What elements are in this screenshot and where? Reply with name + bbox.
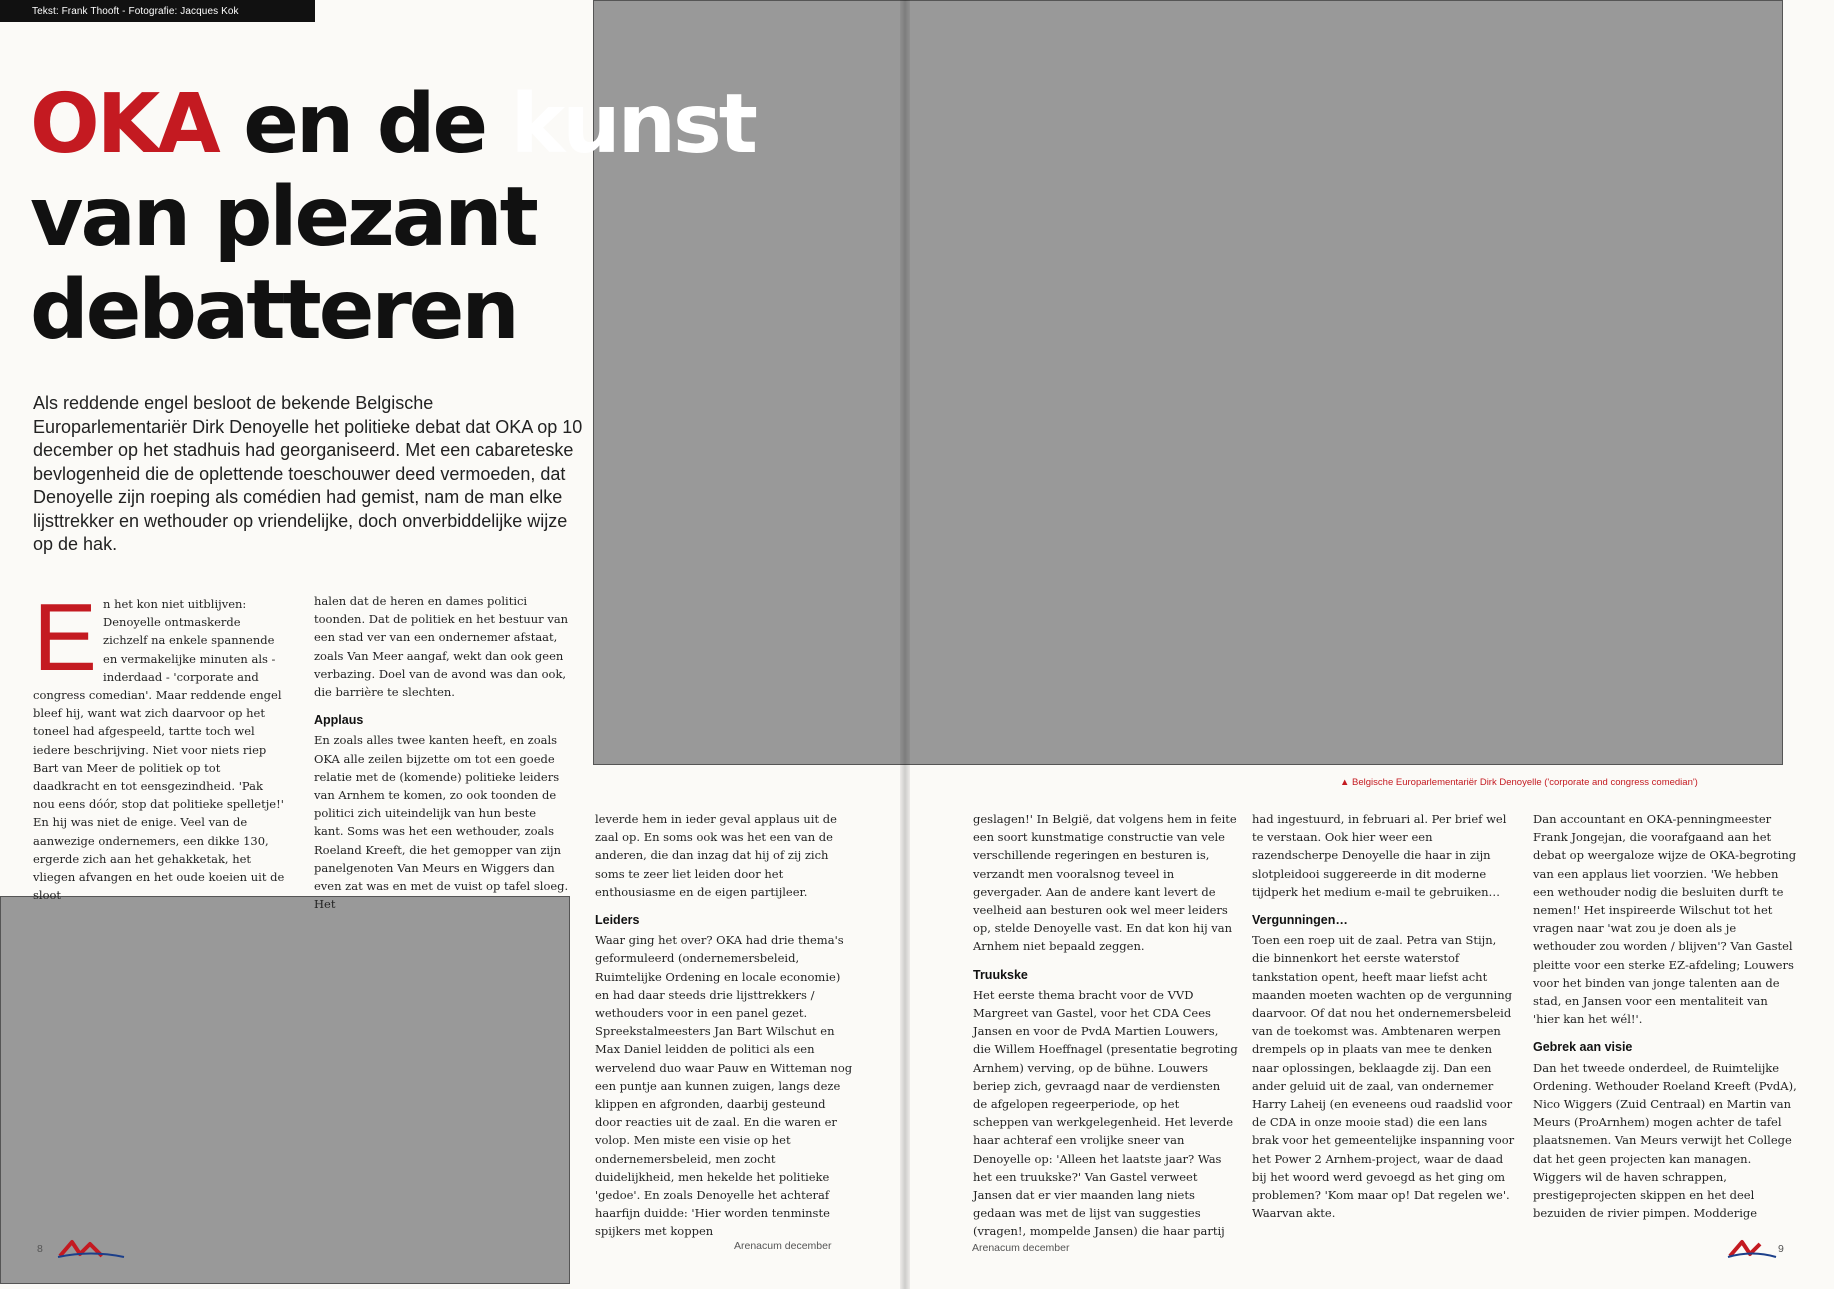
subhead-gebrek-aan-visie: Gebrek aan visie bbox=[1533, 1040, 1633, 1055]
column-6 bbox=[1533, 810, 1798, 1232]
panel-photo bbox=[0, 896, 570, 1284]
magazine-name-left: Arenacum december bbox=[734, 1240, 832, 1252]
hero-photo bbox=[593, 0, 1783, 765]
magazine-name-right: Arenacum december bbox=[972, 1242, 1070, 1254]
arenacum-logo-left-icon bbox=[56, 1236, 126, 1260]
headline-line2: van plezant bbox=[30, 170, 536, 265]
credits-bar: Tekst: Frank Thooft - Fotografie: Jacques Kok bbox=[0, 0, 315, 22]
column-2 bbox=[314, 592, 569, 923]
column-6-paragraph-1: Dan accountant en OKA-penningmeester Frank Jongejan, die voorafgaand aan het debat op weergaloze wijze de OKA-begroting van een applaus liet voorzien. 'We hebben een wethouder nodig die besluiten durft te nemen!' Het inspireerde Wilschut tot het vragen naar 'wat zou je doen als je wethouder zou worden / blijven'? Van Gastel pleitte voor een sterke EZ-afdeling; Louwers voor het binden van jonge talenten aan de stad, en Jansen voor een mentaliteit van 'hier kan het wél!'. bbox=[1533, 812, 1797, 1027]
column-3-paragraph-2: Waar ging het over? OKA had drie thema's geformuleerd (ondernemersbeleid, Ruimtelijke Ordening en locale economie) en had daar steeds drie lijsttrekkers / wethouders voor in een panel gezet. Spreekstalmeesters Jan Bart Wilschut en Max Daniel leidden de politici als een wervelend duo waar Pauw en Witteman nog een puntje aan kunnen zuigen, langs deze klippen en afgronden, daarbij gesteund door reacties uit de zaal. En die waren er volop. Men miste een visie op het ondernemersbeleid, men zocht duidelijkheid, men hekelde het politieke 'gedoe'. En zoals Denoyelle het achteraf haarfijn duidde: 'Hier worden tenminste spijkers met koppen bbox=[595, 933, 853, 1239]
arenacum-logo-right-icon bbox=[1726, 1236, 1778, 1260]
column-6-paragraph-2: Dan het tweede onderdeel, de Ruimtelijke Ordening. Wethouder Roeland Kreeft (PvdA), Nico Wiggers (Zuid Centraal) en Martin van Meurs (ProArnhem) mogen achter de tafel plaatsnemen. Van Meurs verwijt het College dat het geen projecten kan managen. Wiggers wil de haven schrappen, prestigeprojecten skippen en het deel bezuiden de rivier pimpen. Modderige bbox=[1533, 1060, 1797, 1221]
subhead-truukske: Truukske bbox=[973, 967, 1028, 982]
spine-gutter bbox=[900, 0, 910, 1289]
photo-caption: ▲ Belgische Europarlementariër Dirk Denoyelle ('corporate and congress comedian') bbox=[1340, 777, 1698, 788]
headline bbox=[30, 78, 755, 357]
page-number-left: 8 bbox=[37, 1243, 43, 1255]
column-3-paragraph-1: leverde hem in ieder geval applaus uit de zaal op. En soms ook was het een van de anderen, die dan inzag dat hij of zij zich soms te zeer liet leiden door het enthousiasme en de eigen partijleer. bbox=[595, 812, 837, 899]
page-number-right: 9 bbox=[1778, 1243, 1784, 1255]
headline-on-photo: kunst bbox=[510, 77, 755, 172]
subhead-leiders: Leiders bbox=[595, 913, 640, 928]
lead-paragraph: Als reddende engel besloot de bekende Belgische Europarlementariër Dirk Denoyelle het politieke debat dat OKA op 10 december op het stadhuis had georganiseerd. Met een cabareteske bevlogenheid die de oplettende toeschouwer deed vermoeden, dat Denoyelle zijn roeping als comédien had gemist, nam de man elke lijsttrekker en wethouder op vriendelijke, doch onverbiddelijke wijze op de hak. bbox=[33, 393, 583, 554]
column-1-text: n het kon niet uitblijven: Denoyelle ontmaskerde zichzelf na enkele spannende en vermakelijke minuten als - inderdaad - 'corporate and congress comedian'. Maar reddende engel bleef hij, want wat zich daarvoor op het toneel had afgespeeld, tartte toch wel iedere beschrijving. Niet voor niets riep Bart van Meer de politiek op tot daadkracht en tot eensgezindheid. 'Pak nou eens dóór, stop dat politieke spelletje!' En hij was niet de enige. Veel van de aanwezige ondernemers, een dikke 130, ergerde zich aan het gehakketak, het vliegen afvangen en het oude koeien uit de sloot bbox=[33, 597, 285, 903]
column-2-paragraph-1: halen dat de heren en dames politici toonden. Dat de politiek en het bestuur van een stad ver van een ondernemer afstaat, zoals Van Meer aangaf, wekt dan ook geen verbazing. Doel van de avond was dan ook, die barrière te slechten. bbox=[314, 594, 569, 700]
column-3 bbox=[595, 810, 855, 1251]
subhead-applaus: Applaus bbox=[314, 713, 364, 728]
column-5-paragraph-1: had ingestuurd, in februari al. Per brief wel te verstaan. Ook hier weer een razendscherpe Denoyelle die haar in zijn slotpleidooi suggereerde in dit moderne tijdperk het medium e-mail te gebruiken… bbox=[1252, 812, 1507, 899]
headline-line1: en de bbox=[217, 77, 511, 172]
column-4 bbox=[973, 810, 1238, 1251]
headline-accent: OKA bbox=[30, 77, 218, 172]
headline-line3: debatteren bbox=[30, 263, 517, 358]
column-4-paragraph-2: Het eerste thema bracht voor de VVD Margreet van Gastel, voor het CDA Cees Jansen en voor de PvdA Martien Louwers, die Willem Hoeffnagel (presentatie begroting Arnhem) verving, op de bühne. Louwers beriep zich, gevraagd naar de verdiensten de afgelopen regeerperiode, op het scheppen van werkgelegenheid. Het leverde haar achteraf een vrolijke sneer van Denoyelle op: 'Alleen het laatste jaar? Was het een truukske?' Van Gastel verweet Jansen dat er vier maanden lang niets gedaan was met de lijst van suggesties (vragen!, mompelde Jansen) die haar partij bbox=[973, 987, 1238, 1239]
column-5 bbox=[1252, 810, 1517, 1232]
subhead-vergunningen: Vergunningen… bbox=[1252, 913, 1348, 928]
column-4-paragraph-1: geslagen!' In België, dat volgens hem in feite een soort kunstmatige constructie van vele verschillende regeringen en besturen is, verzandt men vooralsnog teveel in gevergader. Aan de andere kant levert de veelheid aan besturen ook wel meer leiders op, stelde Denoyelle vast. En dat kon hij van Arnhem niet bepaald zeggen. bbox=[973, 812, 1237, 954]
column-1 bbox=[33, 584, 288, 904]
drop-cap: E bbox=[33, 584, 98, 691]
column-2-paragraph-2: En zoals alles twee kanten heeft, en zoals OKA alle zeilen bijzette om tot een goede relatie met de (komende) politieke leiders van Arnhem te komen, zo ook toonden de politici zich uiteindelijk van hun beste kant. Soms was het een wethouder, zoals Roeland Kreeft, die het gemopper van zijn panelgenoten Van Meurs en Wiggers dan even zat was en met de vuist op tafel sloeg. Het bbox=[314, 733, 569, 912]
column-5-paragraph-2: Toen een roep uit de zaal. Petra van Stijn, die binnenkort het eerste waterstof tankstation opent, heeft maar liefst acht maanden moeten wachten op de vergunning daarvoor. Of dat nou het ondernemersbeleid van de toekomst was. Ambtenaren werpen drempels op in plaats van mee te denken naar oplossingen, beklaagde zij. Dan een ander geluid uit de zaal, van ondernemer Harry Laheij (en eveneens oud raadslid voor de CDA in onze mooie stad) die een lans brak voor het gemeentelijke inspanning voor het Power 2 Arnhem-project, waar de daad bij het woord werd gevoegd as het ging om problemen? 'Kom maar op! Dat regelen we'. Waarvan akte. bbox=[1252, 933, 1515, 1221]
